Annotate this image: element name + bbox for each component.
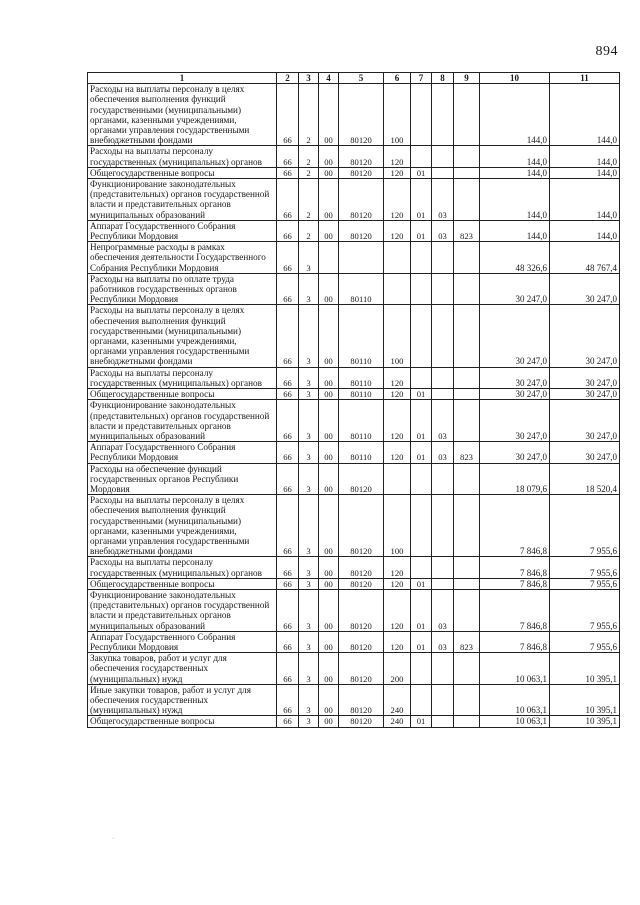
ministry-code xyxy=(454,146,480,167)
section-code xyxy=(411,146,432,167)
ministry-code xyxy=(454,167,480,178)
ministry-code: 823 xyxy=(454,442,480,463)
amount-col-10: 48 326,6 xyxy=(480,242,550,274)
target-article-code: 80110 xyxy=(339,389,384,400)
code-col-2: 66 xyxy=(277,578,299,589)
target-article-code: 80120 xyxy=(339,146,384,167)
expense-type-code: 100 xyxy=(384,84,411,146)
row-description: Общегосударственные вопросы xyxy=(88,389,277,400)
code-col-2: 66 xyxy=(277,400,299,442)
expense-type-code: 100 xyxy=(384,495,411,557)
expense-type-code: 200 xyxy=(384,653,411,685)
expense-type-code: 120 xyxy=(384,400,411,442)
section-code xyxy=(411,557,432,578)
table-row xyxy=(88,305,620,367)
table-row xyxy=(88,84,620,146)
subsection-code xyxy=(432,495,454,557)
code-col-3: 2 xyxy=(299,84,319,146)
amount-col-10: 30 247,0 xyxy=(480,305,550,367)
amount-col-11: 7 955,6 xyxy=(550,631,620,652)
code-col-2: 66 xyxy=(277,179,299,221)
expense-type-code: 120 xyxy=(384,389,411,400)
code-col-4: 00 xyxy=(319,84,339,146)
amount-col-10: 30 247,0 xyxy=(480,442,550,463)
code-col-3: 3 xyxy=(299,631,319,652)
expense-type-code: 120 xyxy=(384,631,411,652)
table-row xyxy=(88,400,620,442)
code-col-2: 66 xyxy=(277,242,299,274)
code-col-4: 00 xyxy=(319,400,339,442)
section-code xyxy=(411,463,432,495)
code-col-2: 66 xyxy=(277,442,299,463)
row-description: Общегосударственные вопросы xyxy=(88,578,277,589)
amount-col-11: 30 247,0 xyxy=(550,400,620,442)
code-col-2: 66 xyxy=(277,631,299,652)
code-col-3: 3 xyxy=(299,242,319,274)
code-col-4: 00 xyxy=(319,167,339,178)
subsection-code xyxy=(432,305,454,367)
target-article-code: 80110 xyxy=(339,400,384,442)
amount-col-10: 7 846,8 xyxy=(480,631,550,652)
code-col-3: 3 xyxy=(299,367,319,388)
column-header-2: 2 xyxy=(277,73,299,84)
row-description: Функционирование законодательных (представительных) органов государственной власти и представительных органов муниципальных образований xyxy=(88,400,277,442)
ministry-code xyxy=(454,367,480,388)
row-description: Расходы на выплаты персоналу в целях обеспечения выполнения функций государственными (муниципальными) органами, казенными учреждениями, органами управления государственными внебюджетными фондами xyxy=(88,84,277,146)
table-row xyxy=(88,463,620,495)
row-description: Расходы на выплаты персоналу государственных (муниципальных) органов xyxy=(88,146,277,167)
subsection-code xyxy=(432,684,454,716)
amount-col-10: 10 063,1 xyxy=(480,653,550,685)
target-article-code: 80120 xyxy=(339,84,384,146)
table-row xyxy=(88,179,620,221)
amount-col-11: 7 955,6 xyxy=(550,557,620,578)
table-row xyxy=(88,146,620,167)
code-col-3: 3 xyxy=(299,716,319,727)
row-description: Закупка товаров, работ и услуг для обеспечения государственных (муниципальных) нужд xyxy=(88,653,277,685)
subsection-code: 03 xyxy=(432,589,454,631)
expense-type-code: 120 xyxy=(384,367,411,388)
code-col-4: 00 xyxy=(319,220,339,241)
row-description: Расходы на обеспечение функций государственных органов Республики Мордовия xyxy=(88,463,277,495)
amount-col-11: 7 955,6 xyxy=(550,589,620,631)
amount-col-11: 144,0 xyxy=(550,179,620,221)
subsection-code xyxy=(432,716,454,727)
column-header-4: 4 xyxy=(319,73,339,84)
section-code: 01 xyxy=(411,589,432,631)
code-col-2: 66 xyxy=(277,716,299,727)
amount-col-11: 30 247,0 xyxy=(550,305,620,367)
target-article-code: 80120 xyxy=(339,179,384,221)
ministry-code xyxy=(454,495,480,557)
table-row xyxy=(88,631,620,652)
code-col-2: 66 xyxy=(277,146,299,167)
code-col-4: 00 xyxy=(319,631,339,652)
amount-col-11: 10 395,1 xyxy=(550,653,620,685)
code-col-3: 3 xyxy=(299,389,319,400)
amount-col-10: 7 846,8 xyxy=(480,495,550,557)
code-col-4: 00 xyxy=(319,389,339,400)
amount-col-11: 18 520,4 xyxy=(550,463,620,495)
ministry-code xyxy=(454,684,480,716)
code-col-4: 00 xyxy=(319,716,339,727)
code-col-4: 00 xyxy=(319,589,339,631)
ministry-code xyxy=(454,84,480,146)
column-header-6: 6 xyxy=(384,73,411,84)
row-description: Расходы на выплаты персоналу государственных (муниципальных) органов xyxy=(88,367,277,388)
code-col-2: 66 xyxy=(277,684,299,716)
subsection-code: 03 xyxy=(432,179,454,221)
expense-type-code: 240 xyxy=(384,684,411,716)
code-col-2: 66 xyxy=(277,273,299,305)
ministry-code: 823 xyxy=(454,631,480,652)
expense-type-code: 120 xyxy=(384,179,411,221)
code-col-4: 00 xyxy=(319,653,339,685)
code-col-4: 00 xyxy=(319,442,339,463)
section-code: 01 xyxy=(411,631,432,652)
amount-col-10: 30 247,0 xyxy=(480,389,550,400)
subsection-code xyxy=(432,146,454,167)
code-col-3: 2 xyxy=(299,220,319,241)
amount-col-10: 18 079,6 xyxy=(480,463,550,495)
table-row xyxy=(88,589,620,631)
section-code: 01 xyxy=(411,179,432,221)
amount-col-10: 144,0 xyxy=(480,179,550,221)
row-description: Аппарат Государственного Собрания Республики Мордовия xyxy=(88,631,277,652)
subsection-code: 03 xyxy=(432,442,454,463)
ministry-code xyxy=(454,589,480,631)
target-article-code: 80120 xyxy=(339,589,384,631)
code-col-3: 3 xyxy=(299,463,319,495)
amount-col-10: 7 846,8 xyxy=(480,589,550,631)
target-article-code: 80120 xyxy=(339,495,384,557)
code-col-3: 3 xyxy=(299,589,319,631)
table-row xyxy=(88,242,620,274)
amount-col-11: 30 247,0 xyxy=(550,442,620,463)
amount-col-10: 7 846,8 xyxy=(480,557,550,578)
column-header-3: 3 xyxy=(299,73,319,84)
expense-type-code xyxy=(384,242,411,274)
code-col-4: 00 xyxy=(319,367,339,388)
scan-mark: · xyxy=(112,836,114,842)
ministry-code xyxy=(454,273,480,305)
ministry-code: 823 xyxy=(454,220,480,241)
row-description: Аппарат Государственного Собрания Республики Мордовия xyxy=(88,220,277,241)
code-col-2: 66 xyxy=(277,305,299,367)
subsection-code xyxy=(432,242,454,274)
column-header-10: 10 xyxy=(480,73,550,84)
table-row xyxy=(88,273,620,305)
row-description: Непрограммные расходы в рамках обеспечения деятельности Государственного Собрания Республики Мордовия xyxy=(88,242,277,274)
subsection-code xyxy=(432,389,454,400)
code-col-4: 00 xyxy=(319,463,339,495)
table-row xyxy=(88,557,620,578)
table-row xyxy=(88,167,620,178)
target-article-code: 80110 xyxy=(339,305,384,367)
column-header-7: 7 xyxy=(411,73,432,84)
code-col-3: 3 xyxy=(299,400,319,442)
row-description: Функционирование законодательных (представительных) органов государственной власти и представительных органов муниципальных образований xyxy=(88,179,277,221)
table-row xyxy=(88,653,620,685)
target-article-code: 80110 xyxy=(339,367,384,388)
section-code xyxy=(411,367,432,388)
table-row xyxy=(88,442,620,463)
code-col-4: 00 xyxy=(319,495,339,557)
target-article-code: 80120 xyxy=(339,653,384,685)
code-col-3: 2 xyxy=(299,167,319,178)
table-row xyxy=(88,578,620,589)
target-article-code: 80120 xyxy=(339,716,384,727)
code-col-4: 00 xyxy=(319,146,339,167)
subsection-code: 03 xyxy=(432,400,454,442)
amount-col-10: 10 063,1 xyxy=(480,684,550,716)
amount-col-10: 30 247,0 xyxy=(480,367,550,388)
code-col-4: 00 xyxy=(319,179,339,221)
amount-col-11: 7 955,6 xyxy=(550,578,620,589)
expense-type-code: 120 xyxy=(384,167,411,178)
section-code xyxy=(411,84,432,146)
subsection-code: 03 xyxy=(432,220,454,241)
amount-col-11: 48 767,4 xyxy=(550,242,620,274)
budget-table xyxy=(87,72,620,728)
code-col-2: 66 xyxy=(277,389,299,400)
subsection-code xyxy=(432,367,454,388)
ministry-code xyxy=(454,578,480,589)
amount-col-11: 144,0 xyxy=(550,167,620,178)
target-article-code: 80120 xyxy=(339,220,384,241)
target-article-code: 80120 xyxy=(339,557,384,578)
code-col-2: 66 xyxy=(277,220,299,241)
ministry-code xyxy=(454,463,480,495)
amount-col-10: 144,0 xyxy=(480,84,550,146)
section-code xyxy=(411,273,432,305)
expense-type-code: 120 xyxy=(384,220,411,241)
code-col-3: 3 xyxy=(299,684,319,716)
subsection-code xyxy=(432,557,454,578)
amount-col-10: 10 063,1 xyxy=(480,716,550,727)
code-col-4: 00 xyxy=(319,578,339,589)
ministry-code xyxy=(454,242,480,274)
section-code: 01 xyxy=(411,442,432,463)
row-description: Общегосударственные вопросы xyxy=(88,716,277,727)
code-col-4 xyxy=(319,242,339,274)
code-col-4: 00 xyxy=(319,305,339,367)
code-col-3: 3 xyxy=(299,653,319,685)
section-code xyxy=(411,305,432,367)
column-header-1: 1 xyxy=(88,73,277,84)
table-row xyxy=(88,367,620,388)
row-description: Расходы на выплаты персоналу в целях обеспечения выполнения функций государственными (муниципальными) органами, казенными учреждениями, органами управления государственными внебюджетными фондами xyxy=(88,305,277,367)
code-col-2: 66 xyxy=(277,589,299,631)
ministry-code xyxy=(454,400,480,442)
code-col-2: 66 xyxy=(277,463,299,495)
ministry-code xyxy=(454,716,480,727)
row-description: Расходы на выплаты персоналу государственных (муниципальных) органов xyxy=(88,557,277,578)
column-header-9: 9 xyxy=(454,73,480,84)
amount-col-10: 30 247,0 xyxy=(480,273,550,305)
code-col-3: 3 xyxy=(299,578,319,589)
section-code: 01 xyxy=(411,167,432,178)
amount-col-10: 7 846,8 xyxy=(480,578,550,589)
code-col-4: 00 xyxy=(319,557,339,578)
section-code: 01 xyxy=(411,220,432,241)
section-code: 01 xyxy=(411,578,432,589)
row-description: Расходы на выплаты по оплате труда работников государственных органов Республики Мордовия xyxy=(88,273,277,305)
subsection-code: 03 xyxy=(432,631,454,652)
ministry-code xyxy=(454,389,480,400)
code-col-3: 3 xyxy=(299,273,319,305)
target-article-code: 80120 xyxy=(339,463,384,495)
table-row xyxy=(88,716,620,727)
table-row xyxy=(88,220,620,241)
code-col-3: 3 xyxy=(299,557,319,578)
ministry-code xyxy=(454,305,480,367)
code-col-2: 66 xyxy=(277,653,299,685)
code-col-3: 2 xyxy=(299,146,319,167)
code-col-4: 00 xyxy=(319,684,339,716)
table-row xyxy=(88,495,620,557)
section-code: 01 xyxy=(411,716,432,727)
row-description: Функционирование законодательных (представительных) органов государственной власти и представительных органов муниципальных образований xyxy=(88,589,277,631)
target-article-code xyxy=(339,242,384,274)
row-description: Аппарат Государственного Собрания Республики Мордовия xyxy=(88,442,277,463)
section-code xyxy=(411,242,432,274)
subsection-code xyxy=(432,84,454,146)
amount-col-11: 7 955,6 xyxy=(550,495,620,557)
amount-col-11: 10 395,1 xyxy=(550,684,620,716)
code-col-2: 66 xyxy=(277,84,299,146)
ministry-code xyxy=(454,179,480,221)
code-col-3: 2 xyxy=(299,179,319,221)
expense-type-code xyxy=(384,273,411,305)
code-col-2: 66 xyxy=(277,557,299,578)
code-col-3: 3 xyxy=(299,305,319,367)
amount-col-11: 144,0 xyxy=(550,84,620,146)
target-article-code: 80120 xyxy=(339,578,384,589)
table-row xyxy=(88,684,620,716)
subsection-code xyxy=(432,578,454,589)
column-header-5: 5 xyxy=(339,73,384,84)
section-code: 01 xyxy=(411,389,432,400)
amount-col-10: 144,0 xyxy=(480,167,550,178)
amount-col-11: 10 395,1 xyxy=(550,716,620,727)
expense-type-code: 120 xyxy=(384,146,411,167)
table-row xyxy=(88,389,620,400)
code-col-3: 3 xyxy=(299,442,319,463)
section-code: 01 xyxy=(411,400,432,442)
page-number: 894 xyxy=(595,44,618,59)
ministry-code xyxy=(454,557,480,578)
amount-col-11: 144,0 xyxy=(550,220,620,241)
amount-col-11: 144,0 xyxy=(550,146,620,167)
column-header-11: 11 xyxy=(550,73,620,84)
amount-col-11: 30 247,0 xyxy=(550,367,620,388)
target-article-code: 80110 xyxy=(339,273,384,305)
expense-type-code: 120 xyxy=(384,557,411,578)
subsection-code xyxy=(432,167,454,178)
code-col-4: 00 xyxy=(319,273,339,305)
code-col-2: 66 xyxy=(277,495,299,557)
subsection-code xyxy=(432,273,454,305)
code-col-2: 66 xyxy=(277,367,299,388)
section-code xyxy=(411,653,432,685)
table-body xyxy=(88,84,620,727)
row-description: Иные закупки товаров, работ и услуг для обеспечения государственных (муниципальных) нужд xyxy=(88,684,277,716)
expense-type-code xyxy=(384,463,411,495)
subsection-code xyxy=(432,463,454,495)
row-description: Расходы на выплаты персоналу в целях обеспечения выполнения функций государственными (муниципальными) органами, казенными учреждениями, органами управления государственными внебюджетными фондами xyxy=(88,495,277,557)
amount-col-10: 144,0 xyxy=(480,220,550,241)
section-code xyxy=(411,684,432,716)
subsection-code xyxy=(432,653,454,685)
row-description: Общегосударственные вопросы xyxy=(88,167,277,178)
target-article-code: 80120 xyxy=(339,631,384,652)
ministry-code xyxy=(454,653,480,685)
code-col-2: 66 xyxy=(277,167,299,178)
expense-type-code: 120 xyxy=(384,442,411,463)
expense-type-code: 120 xyxy=(384,589,411,631)
expense-type-code: 240 xyxy=(384,716,411,727)
section-code xyxy=(411,495,432,557)
amount-col-10: 144,0 xyxy=(480,146,550,167)
amount-col-11: 30 247,0 xyxy=(550,273,620,305)
code-col-3: 3 xyxy=(299,495,319,557)
expense-type-code: 100 xyxy=(384,305,411,367)
amount-col-10: 30 247,0 xyxy=(480,400,550,442)
column-header-8: 8 xyxy=(432,73,454,84)
table-header-row xyxy=(88,73,620,84)
target-article-code: 80120 xyxy=(339,167,384,178)
target-article-code: 80110 xyxy=(339,442,384,463)
expense-type-code: 120 xyxy=(384,578,411,589)
target-article-code: 80120 xyxy=(339,684,384,716)
amount-col-11: 30 247,0 xyxy=(550,389,620,400)
